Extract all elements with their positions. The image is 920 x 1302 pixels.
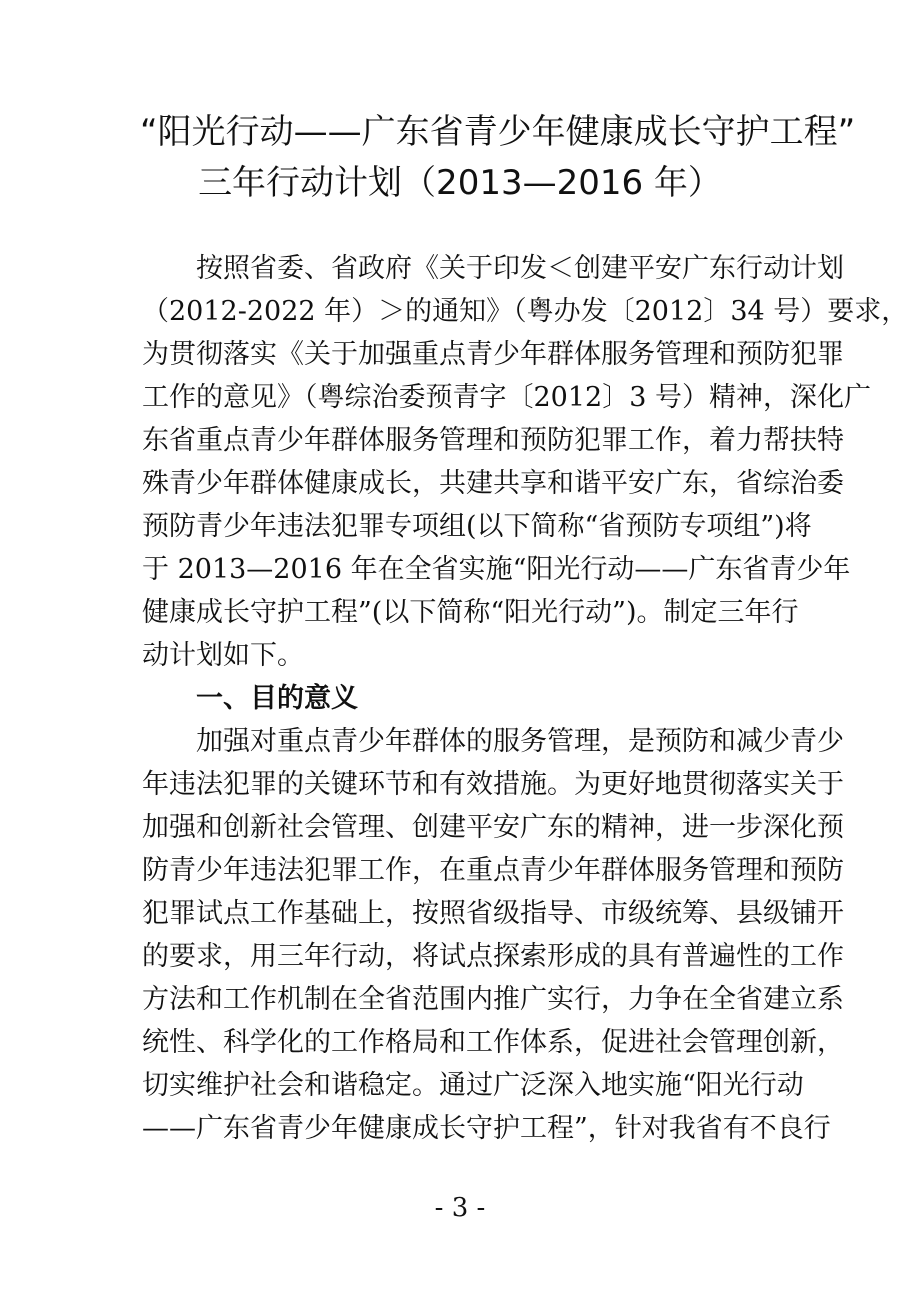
paragraph-1-line: 动计划如下。 bbox=[142, 640, 304, 671]
paragraph-1-line: 殊青少年群体健康成长，共建共享和谐平安广东，省综治委 bbox=[142, 468, 844, 499]
paragraph-2-line: 切实维护社会和谐稳定。通过广泛深入地实施“阳光行动 bbox=[142, 1070, 804, 1101]
paragraph-2-line: 犯罪试点工作基础上，按照省级指导、市级统筹、县级铺开 bbox=[142, 898, 844, 929]
paragraph-2-line: 年违法犯罪的关键环节和有效措施。为更好地贯彻落实关于 bbox=[142, 769, 844, 800]
paragraph-1-line: （2012-2022 年）＞的通知》（粤办发〔2012〕34 号）要求， bbox=[142, 296, 909, 327]
paragraph-2-line: ——广东省青少年健康成长守护工程”，针对我省有不良行 bbox=[142, 1113, 831, 1144]
page-number: - 3 - bbox=[434, 1193, 486, 1223]
paragraph-1-line: 东省重点青少年群体服务管理和预防犯罪工作，着力帮扶特 bbox=[142, 425, 844, 456]
paragraph-1-line: 预防青少年违法犯罪专项组(以下简称“省预防专项组”)将 bbox=[142, 511, 812, 542]
paragraph-1-line: 按照省委、省政府《关于印发＜创建平安广东行动计划 bbox=[196, 253, 844, 284]
paragraph-1-line: 于 2013—2016 年在全省实施“阳光行动——广东省青少年 bbox=[142, 554, 851, 585]
paragraph-1-line: 为贯彻落实《关于加强重点青少年群体服务管理和预防犯罪 bbox=[142, 339, 844, 370]
section-heading: 一、目的意义 bbox=[196, 683, 358, 714]
paragraph-2-line: 的要求，用三年行动，将试点探索形成的具有普遍性的工作 bbox=[142, 941, 844, 972]
paragraph-2-line: 统性、科学化的工作格局和工作体系，促进社会管理创新， bbox=[142, 1027, 844, 1058]
paragraph-2-line: 方法和工作机制在全省范围内推广实行，力争在全省建立系 bbox=[142, 984, 844, 1015]
paragraph-2-line: 加强和创新社会管理、创建平安广东的精神，进一步深化预 bbox=[142, 812, 844, 843]
paragraph-2-line: 加强对重点青少年群体的服务管理，是预防和减少青少 bbox=[196, 726, 844, 757]
paragraph-1-line: 工作的意见》（粤综治委预青字〔2012〕3 号）精神，深化广 bbox=[142, 382, 871, 413]
paragraph-2-line: 防青少年违法犯罪工作，在重点青少年群体服务管理和预防 bbox=[142, 855, 844, 886]
paragraph-1-line: 健康成长守护工程”(以下简称“阳光行动”)。制定三年行 bbox=[142, 597, 799, 628]
document-title-line-1: “阳光行动——广东省青少年健康成长守护工程” bbox=[140, 112, 856, 152]
document-title-line-2: 三年行动计划（2013—2016 年） bbox=[198, 163, 722, 203]
